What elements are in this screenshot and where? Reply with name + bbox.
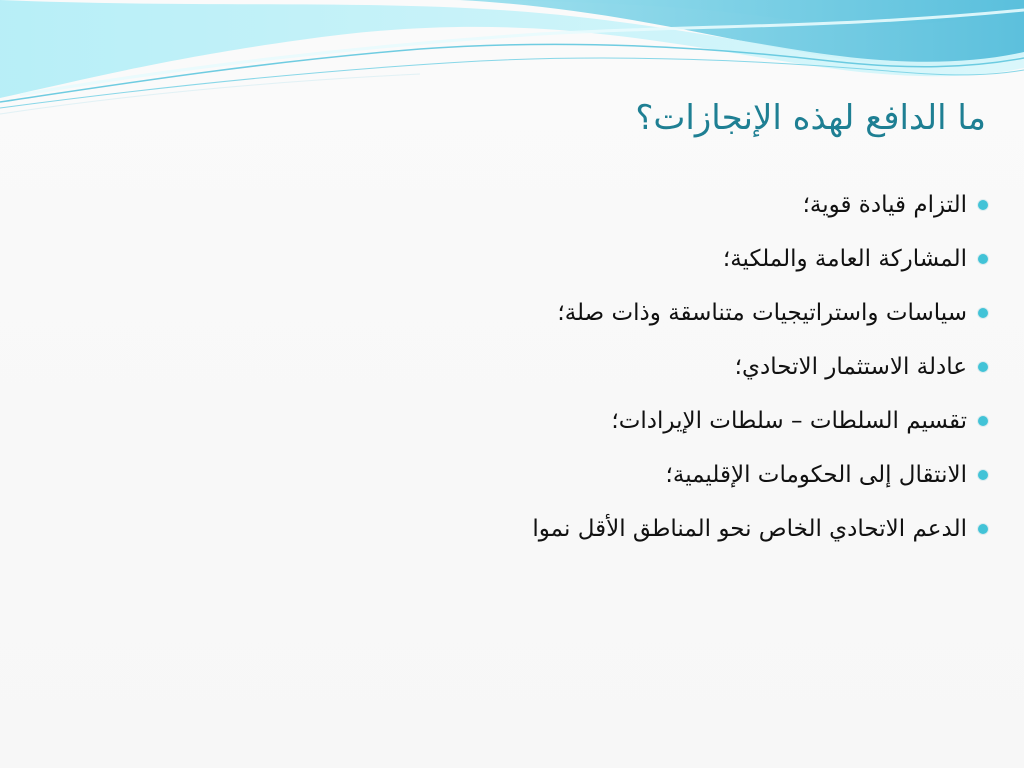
list-item-text: عادلة الاستثمار الاتحادي؛ xyxy=(734,353,967,380)
list-item-text: سياسات واستراتيجيات متناسقة وذات صلة؛ xyxy=(557,299,967,326)
list-item-text: تقسيم السلطات – سلطات الإيرادات؛ xyxy=(611,407,967,434)
page-title: ما الدافع لهذه الإنجازات؟ xyxy=(635,98,986,138)
list-item-text: الدعم الاتحادي الخاص نحو المناطق الأقل نموا xyxy=(532,515,967,542)
bullet-dot-icon xyxy=(978,362,988,372)
bullet-dot-icon xyxy=(978,416,988,426)
list-item-text: الانتقال إلى الحكومات الإقليمية؛ xyxy=(665,461,967,488)
list-item xyxy=(368,402,988,440)
bullet-dot-icon xyxy=(978,200,988,210)
list-item xyxy=(368,294,988,332)
list-item xyxy=(368,456,988,494)
bullet-dot-icon xyxy=(978,308,988,318)
bullet-dot-icon xyxy=(978,524,988,534)
list-item xyxy=(368,510,988,548)
list-item xyxy=(368,348,988,386)
list-item-text: التزام قيادة قوية؛ xyxy=(802,191,967,218)
list-item xyxy=(368,240,988,278)
bullet-dot-icon xyxy=(978,254,988,264)
list-item xyxy=(368,186,988,224)
bullet-list xyxy=(368,186,988,564)
bullet-dot-icon xyxy=(978,470,988,480)
list-item-text: المشاركة العامة والملكية؛ xyxy=(722,245,967,272)
